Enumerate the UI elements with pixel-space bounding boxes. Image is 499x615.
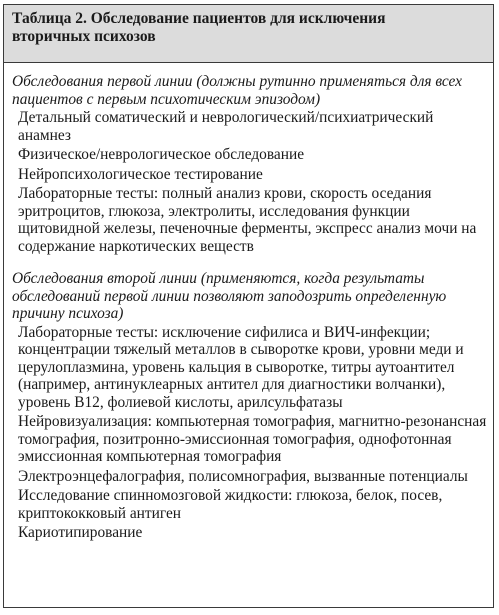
first-line-item: Нейропсихологическое тестирование <box>18 165 263 183</box>
first-line-heading: Обследования первой линии (должны рутинно применяться для всех пациентов с первым психотическим эпизодом) <box>12 73 462 108</box>
table-content <box>4 63 493 542</box>
second-line-item: Исследование спинномозговой жидкости: глюкоза, белок, посев, криптококковый антиген <box>18 487 443 522</box>
second-line-heading: Обследования второй линии (применяются, когда результаты обследований первой линии позволяют заподозрить определенную причину психоза) <box>12 270 447 322</box>
table-caption <box>4 5 493 63</box>
second-line-item: Нейровизуализация: компьютерная томография, магнитно-резонансная томография, позитронно-эмиссионная томография, однофотонная эмиссионная компьютерная томография <box>18 413 487 465</box>
first-line-item: Физическое/неврологическое обследование <box>18 146 305 163</box>
second-line-item: Электроэнцефалография, полисомнография, вызванные потенциалы <box>18 467 468 485</box>
section-spacer <box>12 257 487 270</box>
first-line-item: Детальный соматический и неврологический/психиатрический анамнез <box>18 109 434 144</box>
examination-table <box>3 4 494 608</box>
first-line-item: Лабораторные тесты: полный анализ крови, скорость оседания эритроцитов, глюкоза, электролиты, исследования функции щитовидной железы, печеночные ферменты, экспресс анализ мочи на содержание наркотических веществ <box>18 185 477 255</box>
second-line-item: Лабораторные тесты: исключение сифилиса и ВИЧ-инфекции; концентрации тяжелый металлов в сыворотке крови, уровни меди и церулоплазмина, уровень кальция в сыворотке, титры аутоантител (например, антинуклеарных антител для диагностики волчанки), уровень B12, фолиевой кислоты, арилсульфатазы <box>18 323 464 411</box>
caption-line-1: Таблица 2. Обследование пациентов для исключения <box>12 10 386 27</box>
caption-line-2: вторичных психозов <box>12 28 156 45</box>
second-line-item: Кариотипирование <box>18 524 143 541</box>
